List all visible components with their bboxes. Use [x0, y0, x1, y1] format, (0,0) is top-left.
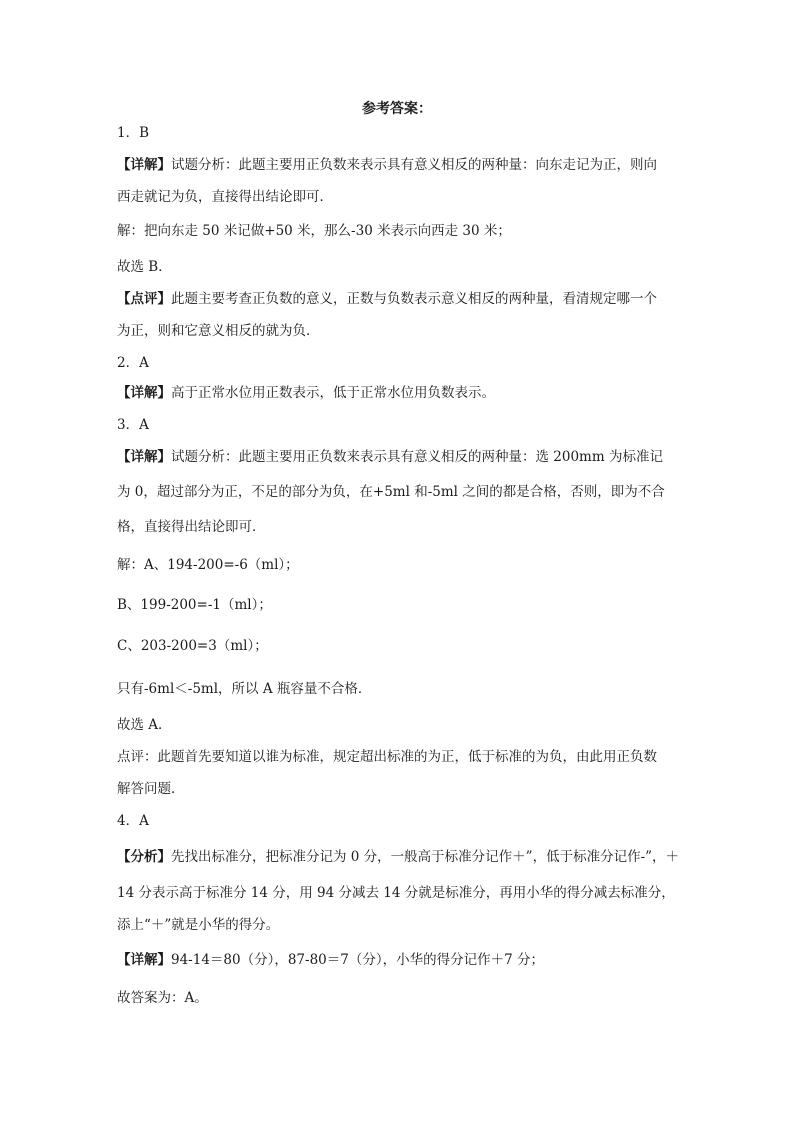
q3-detail-tag: 【详解】: [117, 449, 171, 465]
q4-analysis-tag: 【分析】: [117, 849, 171, 865]
q1-choice: 故选 B．: [117, 259, 172, 275]
q3-solution-b: B、199-200=-1（ml）；: [117, 597, 272, 613]
q3-explanation-line2: 为 0，超过部分为正，不足的部分为负，在+5ml 和-5ml 之间的都是合格，否则，即为不合: [117, 484, 665, 500]
q2-number: 2．A: [117, 355, 149, 371]
q3-explanation-line1: [117, 448, 717, 466]
q4-detail-text: 94-14＝80（分），87-80＝7（分），小华的得分记作＋7 分；: [171, 952, 544, 968]
q4-analysis-line1: [117, 848, 717, 866]
q4-analysis-line3: 添上“＋”就是小华的得分。: [117, 917, 280, 933]
q3-text: 试题分析：此题主要用正负数来表示具有意义相反的两种量：选 200mm 为标准记: [171, 449, 663, 465]
q1-detail-tag: 【详解】: [117, 157, 171, 173]
q3-choice: 故选 A．: [117, 717, 172, 733]
q4-analysis-text: 先找出标准分，把标准分记为 0 分，一般高于标准分记作＋”，低于标准分记作-”，＋: [171, 849, 680, 865]
page-title: 参考答案：: [362, 101, 432, 117]
q1-comment-line1: [117, 290, 717, 308]
q1-text: 试题分析：此题主要用正负数来表示具有意义相反的两种量：向东走记为正，则向: [171, 157, 657, 173]
q3-explanation-line3: 格，直接得出结论即可．: [117, 519, 266, 535]
q3-conclusion: 只有-6ml＜-5ml，所以 A 瓶容量不合格．: [117, 681, 372, 697]
q2-explanation: [117, 384, 717, 402]
q2-detail-tag: 【详解】: [117, 385, 171, 401]
q1-comment-line2: 为正，则和它意义相反的就为负．: [117, 323, 320, 339]
q3-solution-c: C、203-200=3（ml）；: [117, 638, 268, 654]
q1-explanation-line1: [117, 156, 717, 174]
q4-number: 4．A: [117, 813, 149, 829]
q3-comment-line1: 点评：此题首先要知道以谁为标准，规定超出标准的为正，低于标准的为负，由此用正负数: [117, 749, 657, 765]
q2-text: 高于正常水位用正数表示，低于正常水位用负数表示。: [171, 385, 495, 401]
q4-detail-line: [117, 951, 717, 969]
q1-solution: 解：把向东走 50 米记做+50 米，那么-30 米表示向西走 30 米；: [117, 223, 511, 239]
q1-number: 1．B: [117, 125, 150, 141]
q1-comment-text: 此题主要考查正负数的意义，正数与负数表示意义相反的两种量，看清规定哪一个: [171, 291, 657, 307]
q4-detail-tag: 【详解】: [117, 952, 171, 968]
q3-solution-a: 解：A、194-200=-6（ml）；: [117, 557, 299, 573]
q4-answer: 故答案为：A。: [117, 990, 208, 1006]
q1-comment-tag: 【点评】: [117, 291, 171, 307]
q3-number: 3．A: [117, 417, 149, 433]
q1-explanation-line2: 西走就记为负，直接得出结论即可．: [117, 189, 333, 205]
q4-analysis-line2: 14 分表示高于标准分 14 分，用 94 分减去 14 分就是标准分，再用小华的得分减去标准分，: [117, 885, 675, 901]
q3-comment-line2: 解答问题．: [117, 781, 185, 797]
